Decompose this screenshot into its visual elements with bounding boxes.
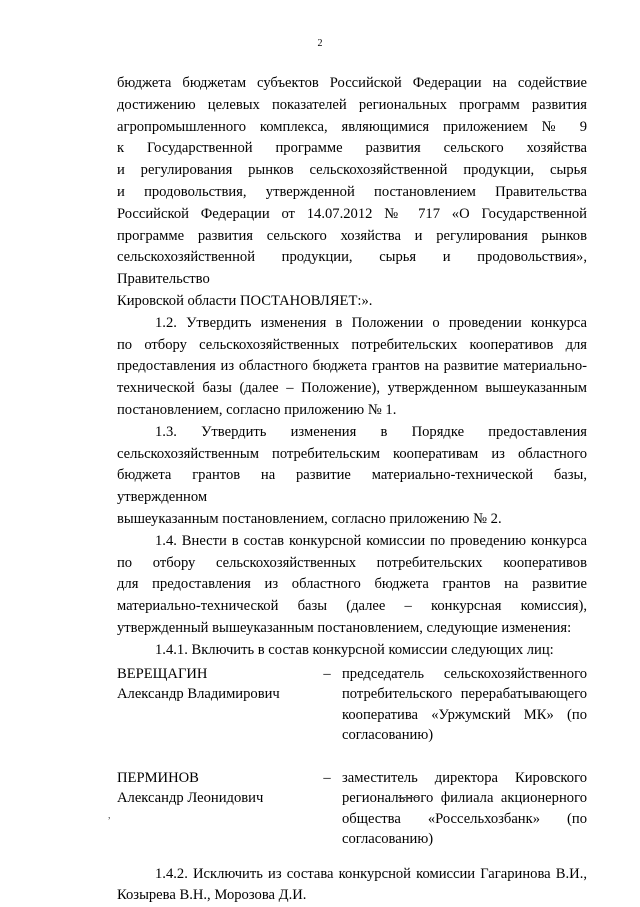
member-name [117,768,312,809]
scan-speck: , [108,810,111,821]
member-dash: – [323,665,331,682]
text-line: постановлением, согласно приложению № 1. [117,401,397,418]
member-name [117,664,312,705]
role-line: согласованию) [342,727,434,744]
text-line: для предоставления из областного бюджета грантов на развитие [117,576,587,593]
text-line: и продовольствия, утвержденной постановлением Правительства [117,183,587,200]
paragraph-1-4-1: 1.4.1. Включить в состав конкурсной комиссии следующих лиц: [155,641,554,658]
member-surname: ВЕРЕЩАГИН [117,665,208,682]
text-line: 1.4. Внести в состав конкурсной комиссии по проведению конкурса [155,532,587,549]
text-line: сельскохозяйственной продукции, сырья и продовольствия», Правительство [117,249,587,288]
text-line: 1.4.2. Исключить из состава конкурсной комиссии Гагаринова В.И., [155,865,587,882]
role-line: кооператива «Уржумский МК» (по [342,706,587,723]
member-row [117,664,587,746]
text-line: Кировской области ПОСТАНОВЛЯЕТ:». [117,292,373,309]
role-line: заместитель директора Кировского [342,769,587,786]
member-given-names: Александр Леонидович [117,790,264,807]
text-line: сельскохозяйственным потребительским кооперативам из областного [117,445,587,462]
paragraph-1-3 [117,422,587,531]
paragraph-1-4-2 [117,864,587,907]
text-line: по отбору сельскохозяйственных потребительских кооперативов [117,554,587,571]
text-line: Козырева В.Н., Морозова Д.И. [117,887,307,904]
scan-speck [398,797,418,798]
member-row [117,768,587,850]
document-body [117,73,587,907]
member-given-names: Александр Владимирович [117,686,280,703]
text-line: программе развития сельского хозяйства и регулирования рынков [117,227,587,244]
text-line: предоставления из областного бюджета грантов на развитие материально- [117,358,587,375]
text-line: по отбору сельскохозяйственных потребительских кооперативов для [117,336,587,353]
text-line: к Государственной программе развития сельского хозяйства [117,140,587,157]
text-line: достижению целевых показателей региональных программ развития [117,96,587,113]
role-line: общества «Россельхозбанк» (по [342,810,587,827]
role-line: регионального филиала акционерного [342,790,587,807]
role-line: согласованию) [342,831,434,848]
paragraph-1-4 [117,531,587,640]
text-line: утвержденный вышеуказанным постановлением, следующие изменения: [117,619,572,636]
page-number: 2 [317,38,323,49]
commission-members-list [117,664,587,850]
text-line: бюджета грантов на развитие материально-технической базы, утвержденном [117,467,587,506]
role-line: председатель сельскохозяйственного [342,665,587,682]
text-line: бюджета бюджетам субъектов Российской Федерации на содействие [117,75,587,91]
member-role [342,768,587,850]
text-line: агропромышленного комплекса, являющимися приложением № 9 [117,118,587,135]
member-dash: – [323,769,331,786]
text-line: и регулирования рынков сельскохозяйственной продукции, сырья [117,162,587,179]
paragraph-1-2 [117,313,587,422]
intro-paragraph [117,73,587,313]
text-line: 1.2. Утвердить изменения в Положении о проведении конкурса [155,314,587,331]
text-line: вышеуказанным постановлением, согласно приложению № 2. [117,510,502,527]
text-line: 1.3. Утвердить изменения в Порядке предоставления [155,423,587,440]
role-line: потребительского перерабатывающего [342,686,587,703]
text-line: материально-технической базы (далее – конкурсная комиссия), [117,598,587,615]
text-line: Российской Федерации от 14.07.2012 № 717 «О Государственной [117,205,587,222]
member-surname: ПЕРМИНОВ [117,769,199,786]
member-role [342,664,587,746]
text-line: технической базы (далее – Положение), утвержденном вышеуказанным [117,380,587,397]
